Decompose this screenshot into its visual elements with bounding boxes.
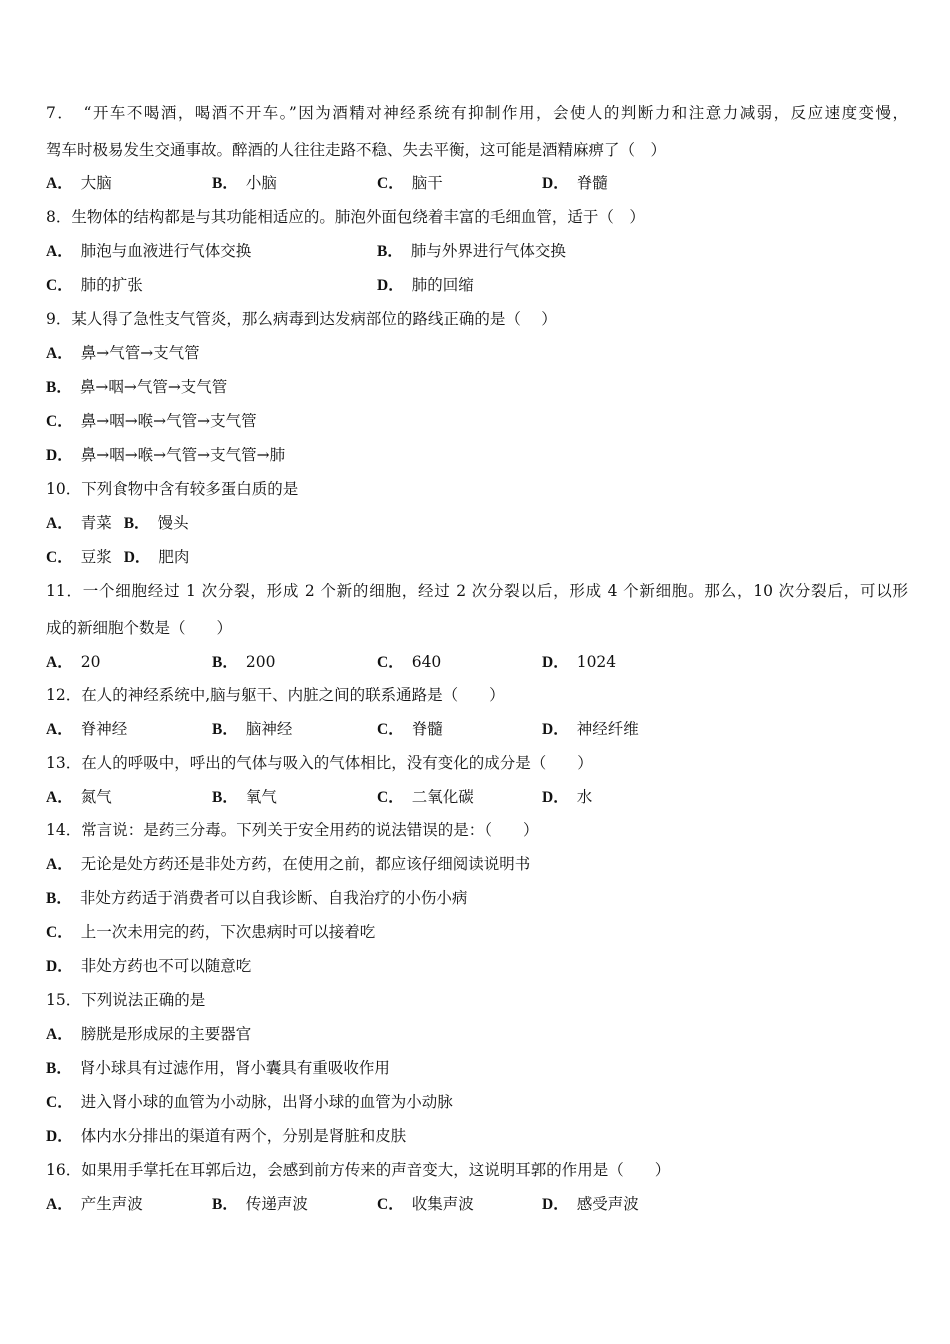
question-12-option-c[interactable] [377,719,443,739]
option-text: 进入肾小球的血管为小动脉，出肾小球的血管为小动脉 [80,1093,453,1111]
option-letter: D． [542,721,569,738]
option-text: 产生声波 [80,1195,143,1213]
option-letter: D． [46,447,73,464]
question-7-option-b[interactable] [212,173,277,193]
option-text: 肺泡与血液进行气体交换 [80,242,252,260]
question-16-stem: 16．如果用手掌托在耳郭后边，会感到前方传来的声音变大，这说明耳郭的作用是（ ） [46,1161,671,1179]
option-letter: D． [542,789,569,806]
option-text: 640 [411,653,442,671]
option-text: 脊髓 [411,720,443,738]
option-text: 青菜 [80,514,112,532]
option-letter: B． [46,1060,72,1077]
option-text: 肾小球具有过滤作用，肾小囊具有重吸收作用 [79,1059,390,1077]
question-8-option-b[interactable] [377,241,566,261]
option-letter: A． [46,515,73,532]
option-letter: C． [46,924,73,941]
option-letter: A． [46,243,73,260]
option-text: 肺的回缩 [411,276,474,294]
question-14-option-a[interactable] [46,854,530,874]
option-text: 二氧化碳 [411,788,474,806]
option-text: 神经纤维 [576,720,639,738]
question-16-option-d[interactable] [542,1194,639,1214]
question-11-stem-line-2: 成的新细胞个数是（ ） [46,619,233,637]
option-text: 肥肉 [158,548,190,566]
question-15-option-a[interactable] [46,1024,251,1044]
option-letter: A． [46,721,73,738]
option-letter: A． [46,345,73,362]
option-text: 20 [80,653,101,671]
question-9-option-d[interactable] [46,445,285,465]
question-15-option-b[interactable] [46,1058,390,1078]
question-12-stem: 12．在人的神经系统中,脑与躯干、内脏之间的联系通路是（ ） [46,686,505,704]
option-letter: D． [542,1196,569,1213]
option-letter: B． [46,890,72,907]
question-10-option-a[interactable] [46,514,112,532]
option-letter: B． [212,721,238,738]
question-13-option-b[interactable] [212,787,277,807]
question-16-option-b[interactable] [212,1194,308,1214]
option-text: 膀胱是形成尿的主要器官 [80,1025,252,1043]
option-letter: C． [377,654,404,671]
question-8-option-d[interactable] [377,275,474,295]
question-10-option-c[interactable] [46,548,112,566]
option-letter: A． [46,175,73,192]
option-text: 肺与外界进行气体交换 [410,242,566,260]
option-letter: D． [123,549,151,566]
option-text: 氮气 [80,788,112,806]
question-8-stem: 8．生物体的结构都是与其功能相适应的。肺泡外面包绕着丰富的毛细血管，适于（ ） [46,208,645,226]
question-8-option-a[interactable] [46,241,251,261]
option-letter: D． [377,277,404,294]
question-7-option-c[interactable] [377,173,443,193]
option-text: 脊神经 [80,720,128,738]
question-12-option-a[interactable] [46,719,127,739]
option-text: 鼻→气管→支气管 [80,344,200,362]
question-9-stem: 9．某人得了急性支气管炎，那么病毒到达发病部位的路线正确的是（ ） [46,310,557,328]
question-13-option-d[interactable] [542,787,592,807]
option-letter: B． [212,175,238,192]
question-14-option-c[interactable] [46,922,375,942]
option-text: 体内水分排出的渠道有两个，分别是肾脏和皮肤 [80,1127,407,1145]
question-15-option-d[interactable] [46,1126,406,1146]
option-text: 馒头 [157,514,189,532]
question-7-stem-line-2: 驾车时极易发生交通事故。醉酒的人往往走路不稳、失去平衡，这可能是酒精麻痹了（ ） [46,141,667,159]
option-text: 传递声波 [245,1195,308,1213]
option-letter: D． [46,1128,73,1145]
option-letter: A． [46,856,73,873]
question-10-stem: 10．下列食物中含有较多蛋白质的是 [46,480,299,498]
option-text: 200 [245,653,276,671]
question-10-options-row-2 [46,547,189,567]
question-11-option-d[interactable] [542,652,616,672]
question-7-option-a[interactable] [46,173,112,193]
option-text: 肺的扩张 [80,276,143,294]
option-letter: C． [46,413,73,430]
option-letter: C． [46,1094,73,1111]
option-text: 无论是处方药还是非处方药，在使用之前，都应该仔细阅读说明书 [80,855,531,873]
question-11-option-b[interactable] [212,652,275,672]
option-letter: D． [542,175,569,192]
question-10-options-row-1 [46,513,189,533]
question-14-option-d[interactable] [46,956,251,976]
question-16-option-c[interactable] [377,1194,474,1214]
option-text: 鼻→咽→喉→气管→支气管→肺 [80,446,286,464]
option-letter: C． [46,277,73,294]
question-9-option-b[interactable] [46,377,227,397]
option-text: 鼻→咽→喉→气管→支气管 [80,412,257,430]
option-letter: B． [212,789,238,806]
question-11-option-c[interactable] [377,652,441,672]
option-text: 脑干 [411,174,443,192]
question-10-option-d[interactable] [124,548,190,566]
question-9-option-c[interactable] [46,411,257,431]
option-text: 豆浆 [80,548,112,566]
question-7-option-d[interactable] [542,173,608,193]
question-15-option-c[interactable] [46,1092,453,1112]
option-text: 水 [576,788,593,806]
question-9-option-a[interactable] [46,343,200,363]
question-13-option-a[interactable] [46,787,112,807]
option-letter: C． [377,175,404,192]
option-text: 非处方药也不可以随意吃 [80,957,252,975]
option-letter: A． [46,654,73,671]
option-letter: B． [212,654,238,671]
option-text: 小脑 [245,174,277,192]
option-text: 1024 [576,653,617,671]
question-13-option-c[interactable] [377,787,474,807]
question-12-option-d[interactable] [542,719,639,739]
question-10-option-b[interactable] [124,514,189,532]
question-15-stem: 15．下列说法正确的是 [46,991,206,1009]
option-letter: C． [377,789,404,806]
option-letter: D． [542,654,569,671]
option-letter: C． [46,549,73,566]
option-letter: B． [212,1196,238,1213]
question-7-stem-line-1: 7． “开车不喝酒，喝酒不开车。”因为酒精对神经系统有抑制作用，会使人的判断力和注意力减弱，反应速度变慢， [46,104,908,122]
option-letter: B． [123,515,150,532]
option-letter: A． [46,1196,73,1213]
option-letter: C． [377,1196,404,1213]
question-12-option-b[interactable] [212,719,292,739]
option-text: 氧气 [245,788,277,806]
question-11-option-a[interactable] [46,652,100,672]
option-text: 大脑 [80,174,112,192]
option-text: 鼻→咽→气管→支气管 [79,378,228,396]
question-13-stem: 13．在人的呼吸中，呼出的气体与吸入的气体相比，没有变化的成分是（ ） [46,754,593,772]
question-8-option-c[interactable] [46,275,143,295]
option-letter: A． [46,1026,73,1043]
option-letter: A． [46,789,73,806]
option-text: 收集声波 [411,1195,474,1213]
option-letter: B． [46,379,72,396]
question-14-stem: 14．常言说：是药三分毒。下列关于安全用药的说法错误的是：（ ） [46,821,539,839]
option-letter: D． [46,958,73,975]
question-14-option-b[interactable] [46,888,467,908]
option-text: 上一次未用完的药，下次患病时可以接着吃 [80,923,376,941]
option-text: 感受声波 [576,1195,639,1213]
question-11-stem-line-1: 11．一个细胞经过 1 次分裂，形成 2 个新的细胞，经过 2 次分裂以后，形成 4 个新细胞。那么，10 次分裂后，可以形 [46,582,908,600]
option-letter: C． [377,721,404,738]
option-text: 脊髓 [576,174,608,192]
question-16-option-a[interactable] [46,1194,143,1214]
option-text: 非处方药适于消费者可以自我诊断、自我治疗的小伤小病 [79,889,468,907]
option-letter: B． [377,243,403,260]
option-text: 脑神经 [245,720,293,738]
